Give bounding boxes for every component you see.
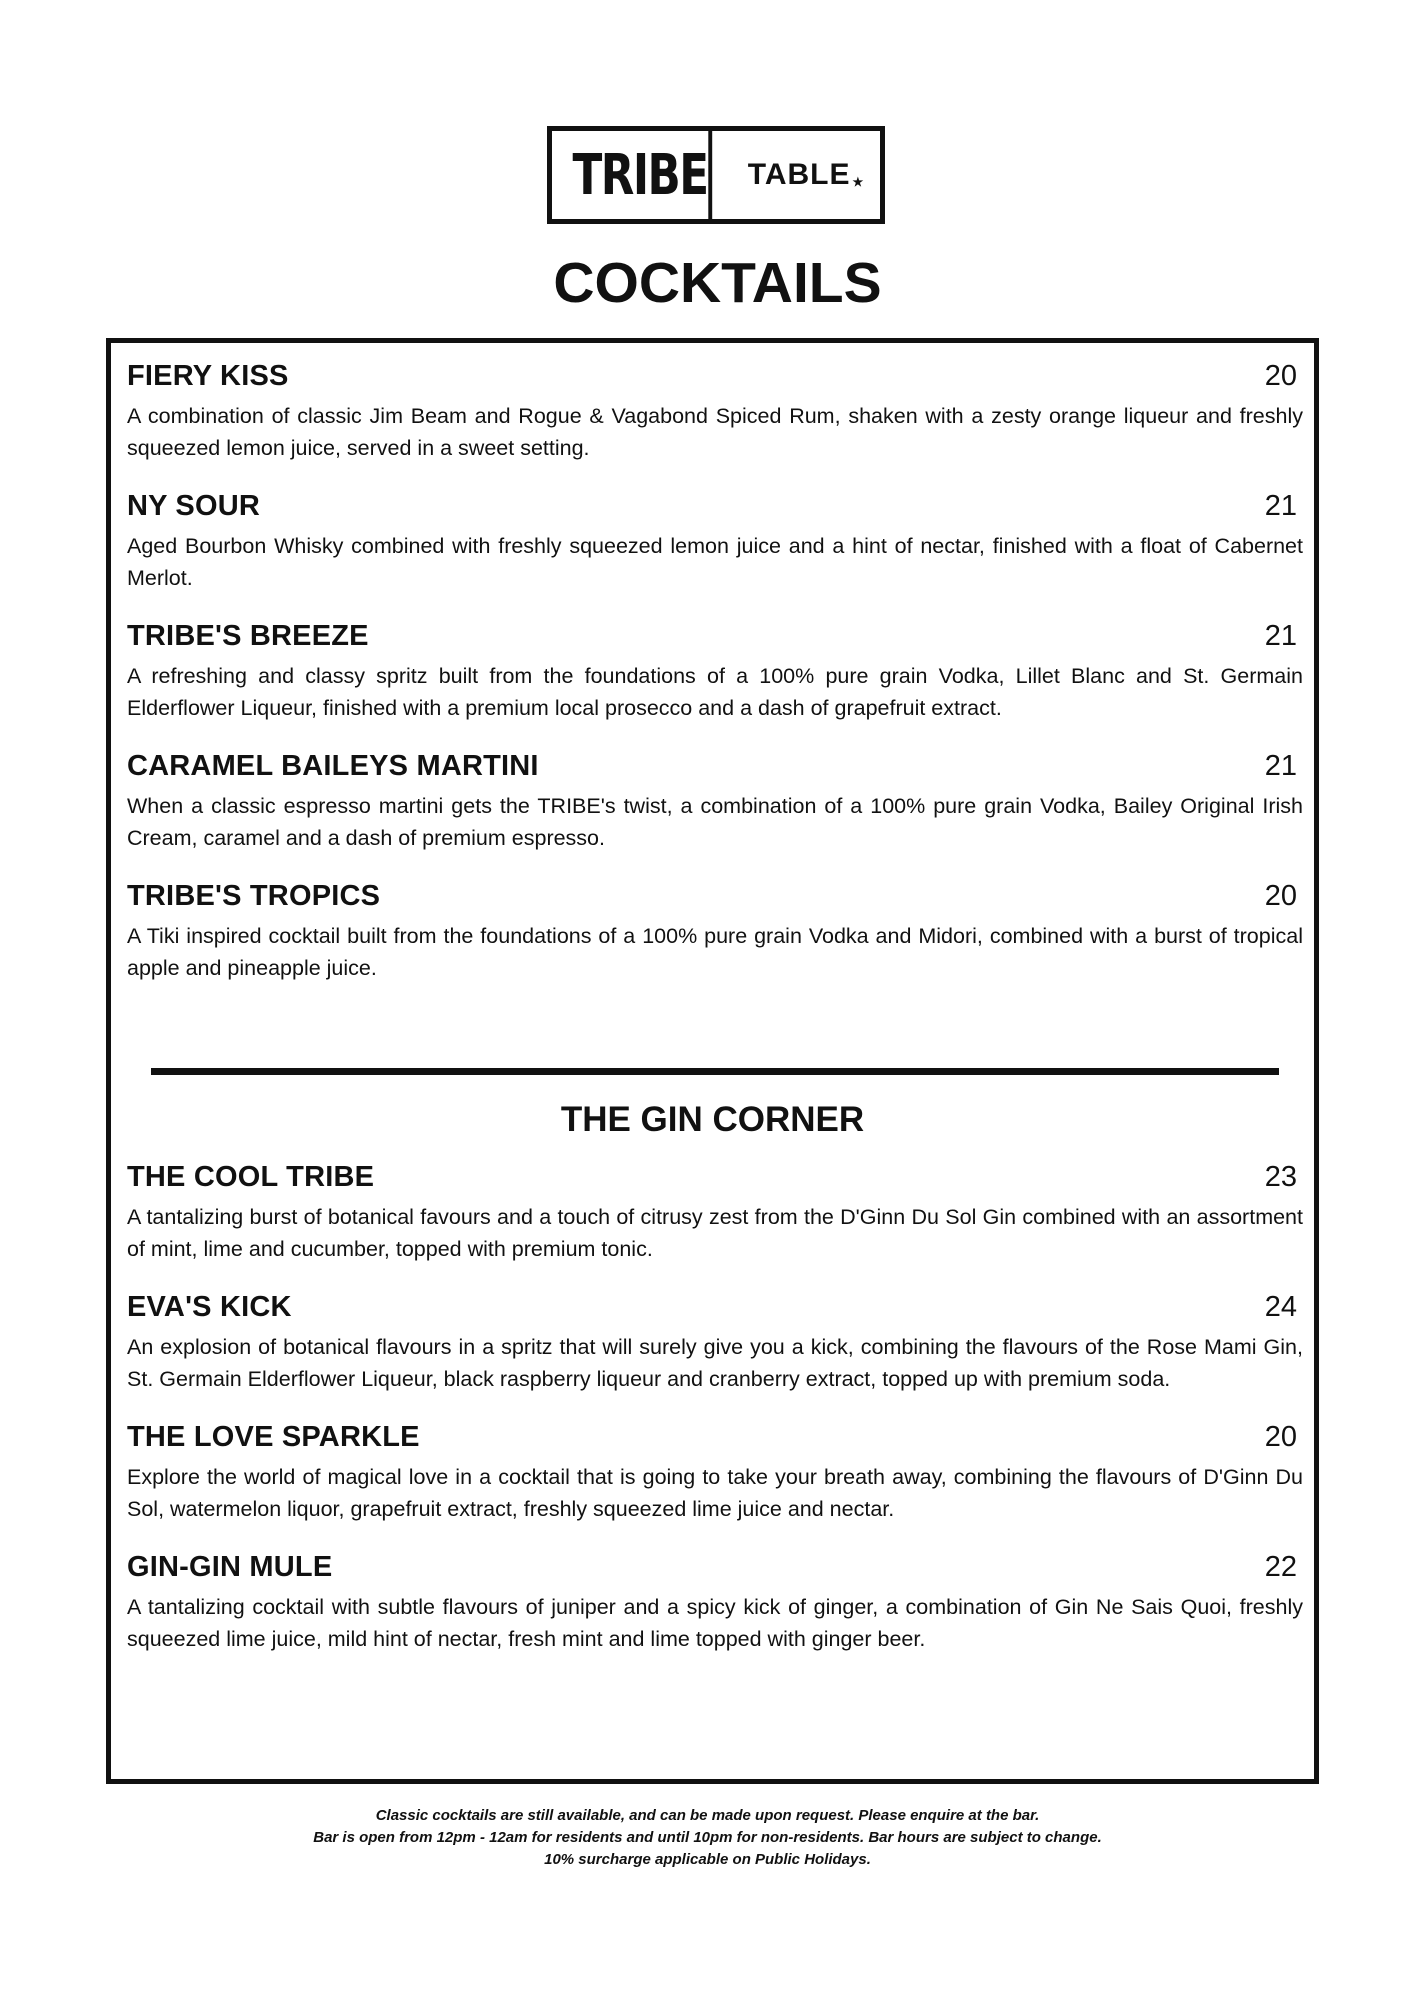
menu-item	[127, 1161, 1303, 1265]
footer-notes	[0, 1805, 1415, 1871]
item-description: Aged Bourbon Whisky combined with freshly squeezed lemon juice and a hint of nectar, finished with a float of Cabernet Merlot.	[127, 534, 1303, 590]
item-description: A Tiki inspired cocktail built from the foundations of a 100% pure grain Vodka and Midori, combined with a burst of tropical apple and pineapple juice.	[127, 924, 1303, 980]
item-name: CARAMEL BAILEYS MARTINI	[127, 750, 539, 782]
menu-item	[127, 1291, 1303, 1395]
item-price: 20	[1264, 1421, 1297, 1453]
menu-item	[127, 360, 1303, 464]
item-description: When a classic espresso martini gets the TRIBE's twist, a combination of a 100% pure grain Vodka, Bailey Original Irish Cream, caramel and a dash of premium espresso.	[127, 794, 1303, 850]
item-name: GIN-GIN MULE	[127, 1551, 333, 1583]
item-price: 22	[1264, 1551, 1297, 1583]
section-divider	[151, 1068, 1279, 1075]
item-price: 24	[1264, 1291, 1297, 1323]
menu-item	[127, 620, 1303, 724]
menu-item	[127, 1421, 1303, 1525]
menu-item	[127, 880, 1303, 984]
menu-box	[106, 338, 1319, 1784]
item-description: A tantalizing cocktail with subtle flavours of juniper and a spicy kick of ginger, a combination of Gin Ne Sais Quoi, freshly squeezed lime juice, mild hint of nectar, fresh mint and lime topped with ginger beer.	[127, 1595, 1303, 1651]
cocktails-section	[127, 360, 1303, 1010]
item-description: A tantalizing burst of botanical favours and a touch of citrusy zest from the D'Ginn Du Sol Gin combined with an assortment of mint, lime and cucumber, topped with premium tonic.	[127, 1205, 1303, 1261]
footer-line: Classic cocktails are still available, and can be made upon request. Please enquire at the bar.	[375, 1807, 1040, 1824]
logo-table-word: TABLE	[747, 158, 851, 191]
logo-table-text	[732, 131, 880, 219]
brand-logo	[547, 126, 885, 224]
item-name: NY SOUR	[127, 490, 261, 522]
footer-line: 10% surcharge applicable on Public Holidays.	[544, 1851, 871, 1868]
star-icon: ★	[852, 175, 865, 189]
logo-tribe-text: TRIBE	[572, 131, 712, 219]
menu-item	[127, 490, 1303, 594]
gin-corner-title: THE GIN CORNER	[560, 1100, 865, 1139]
item-price: 20	[1264, 360, 1297, 392]
item-price: 21	[1264, 750, 1297, 782]
item-description: A combination of classic Jim Beam and Rogue & Vagabond Spiced Rum, shaken with a zesty orange liqueur and freshly squeezed lemon juice, served in a sweet setting.	[127, 404, 1303, 460]
item-name: THE COOL TRIBE	[127, 1161, 375, 1193]
item-name: FIERY KISS	[127, 360, 289, 392]
item-name: THE LOVE SPARKLE	[127, 1421, 420, 1453]
gin-section	[127, 1161, 1303, 1681]
item-name: TRIBE'S BREEZE	[127, 620, 369, 652]
item-name: TRIBE'S TROPICS	[127, 880, 381, 912]
item-price: 23	[1264, 1161, 1297, 1193]
menu-item	[127, 750, 1303, 854]
item-price: 20	[1264, 880, 1297, 912]
item-description: A refreshing and classy spritz built from the foundations of a 100% pure grain Vodka, Lillet Blanc and St. Germain Elderflower Liqueur, finished with a premium local prosecco and a dash of grapefruit extract.	[127, 664, 1303, 720]
item-price: 21	[1264, 620, 1297, 652]
item-price: 21	[1264, 490, 1297, 522]
item-description: An explosion of botanical flavours in a spritz that will surely give you a kick, combining the flavours of the Rose Mami Gin, St. Germain Elderflower Liqueur, black raspberry liqueur and cranberry extract, topped up with premium soda.	[127, 1335, 1303, 1391]
menu-item	[127, 1551, 1303, 1655]
footer-line: Bar is open from 12pm - 12am for residents and until 10pm for non-residents. Bar hours are subject to change.	[313, 1829, 1102, 1846]
item-name: EVA'S KICK	[127, 1291, 292, 1323]
page-title: COCKTAILS	[553, 251, 882, 315]
item-description: Explore the world of magical love in a cocktail that is going to take your breath away, combining the flavours of D'Ginn Du Sol, watermelon liquor, grapefruit extract, freshly squeezed lime juice and nectar.	[127, 1465, 1303, 1521]
